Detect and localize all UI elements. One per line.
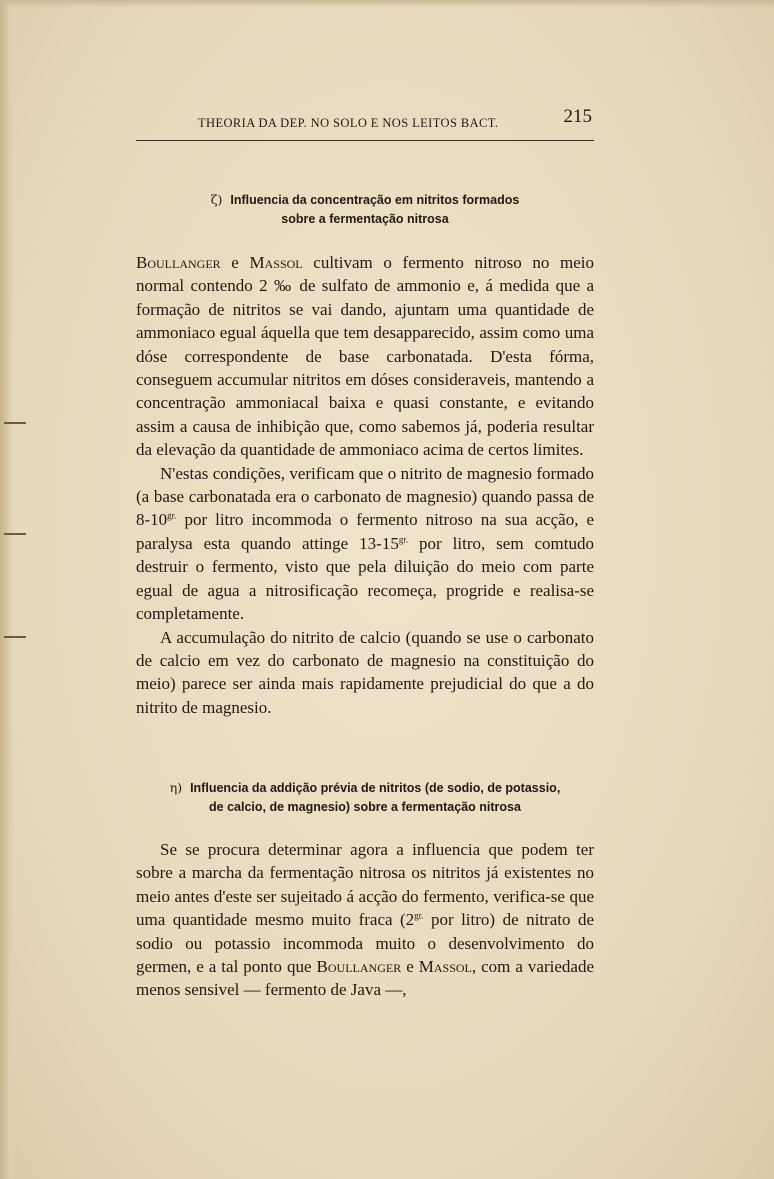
page-number: 215 [563,106,592,127]
paragraph-3: A accumulação do nitrito de calcio (quando se use o carbonato de calcio em vez do carbonato de magnesio na constituição do meio) parece ser ainda mais rapidamente prejudicial do que a do nitrito de magnesio. [136,627,594,717]
section-title-line2: sobre a fermentação nitrosa [281,212,449,226]
section-heading-zeta [136,190,594,229]
section-heading-line [136,778,594,798]
section-title-line1: Influencia da addição prévia de nitritos (de sodio, de potassio, [190,781,561,795]
section-heading-eta [136,778,594,817]
section-title-line1: Influencia da concentração em nitritos formados [230,193,520,207]
body-block-2 [136,838,594,1002]
header-rule [136,140,594,141]
binding-mark [4,422,26,424]
section-symbol: ζ) [210,192,223,207]
text-run: por litro incommoda o fermento nitroso na sua acção, e paralysa esta quando attinge 13-15 [136,510,594,553]
text-run: por litro) de nitrato de sodio ou potassio incommoda muito o desenvolvimento do germen, e a tal ponto que [136,910,595,977]
author-name: Massol [249,253,303,272]
text-run: por litro, sem comtudo destruir o fermento, visto que pela diluição do meio com parte egual de agua a nitrosificação recomeça, progride e realisa-se completamente. [136,533,594,624]
unit-superscript: gr. [414,910,424,921]
unit-superscript: gr. [398,534,409,545]
text-run: N'estas condições, verificam que o nitrito de magnesio formado (a base carbonatada era o carbonato de magnesio) quando passa de 8-10 [136,463,594,530]
unit-superscript: gr. [167,510,177,521]
author-name: Boullanger [316,957,402,977]
running-head-title: THEORIA DA DEP. NO SOLO E NOS LEITOS BACT. [198,116,499,130]
body-block-1 [136,251,594,719]
section-title-line2: de calcio, de magnesio) sobre a fermentação nitrosa [209,800,521,814]
page-top-edge [0,0,774,8]
section-symbol: η) [169,780,183,795]
paragraph-2 [136,462,594,626]
author-name: Boullanger [136,253,221,272]
text-run: , com a variedade menos sensivel — fermento de Java —, [136,957,594,1000]
paragraph-1 [136,251,594,462]
section-heading-line [136,190,594,210]
text-run: cultivam o fermento nitroso no meio normal contendo 2 ‰ de sulfato de ammonio e, á medida que a formação de nitritos se vai dando, ajuntam uma quantidade de ammoniaco egual áquella que tem desapparecido, assim como uma dóse correspondente de base carbonatada. D'esta fórma, conseguem accumular nitritos em dóses consideraveis, mantendo a concentração ammoniacal baixa e quasi constante, e evitando assim a causa de inhibição que, como sabemos já, poderia resultar da elevação da quantidade de ammoniaco acima de certos limites. [136,253,595,460]
author-name: Massol [418,957,472,977]
page-left-edge [0,0,14,1179]
text-run: e [401,957,419,977]
text-run: e [220,253,250,272]
running-header [136,104,594,134]
binding-mark [4,533,26,535]
paragraph-4 [136,838,594,1002]
text-run: Se se procura determinar agora a influencia que podem ter sobre a marcha da fermentação nitrosa os nitritos já existentes no meio antes d'este ser sujeitado á acção do fermento, verifica-se que uma quantidade mesmo muito fraca (2 [136,840,594,930]
binding-mark [4,636,26,638]
